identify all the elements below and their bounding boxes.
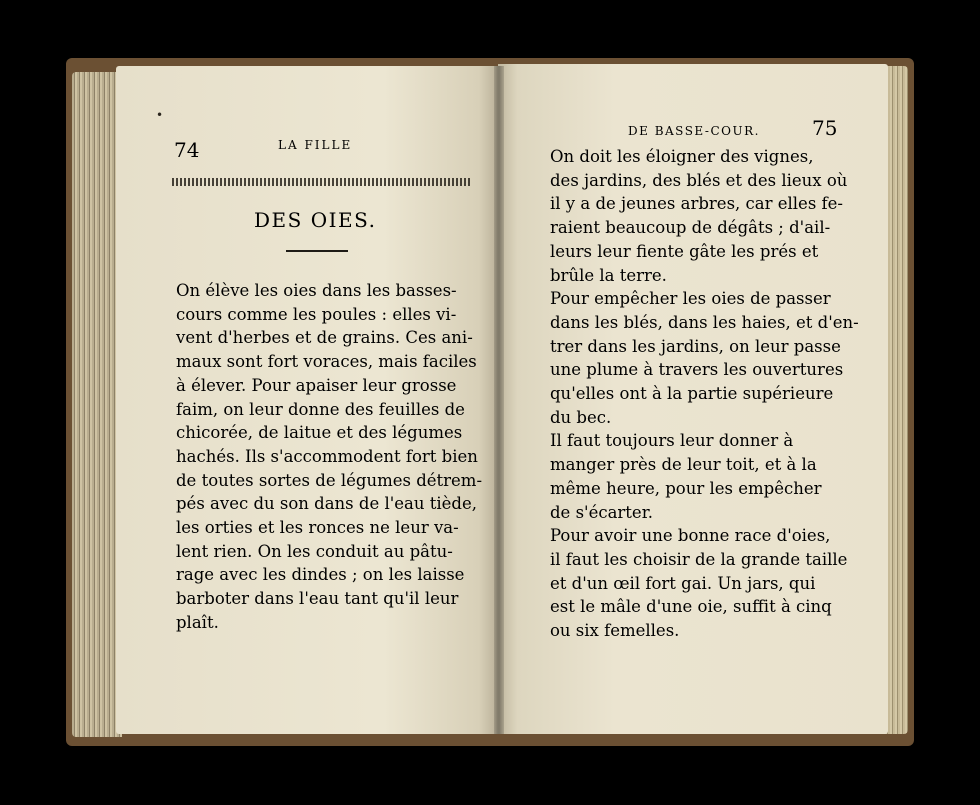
- text-line: et d'un œil fort gai. Un jars, qui: [550, 573, 816, 593]
- text-line: des jardins, des blés et des lieux où: [550, 170, 848, 190]
- text-line: vent d'herbes et de grains. Ces ani-: [176, 328, 473, 348]
- text-line: Pour empêcher les oies de passer: [550, 289, 831, 309]
- text-line: raient beaucoup de dégâts ; d'ail-: [550, 218, 831, 238]
- text-line: hachés. Ils s'accommodent fort bien: [176, 446, 478, 466]
- right-running-head: DE BASSE-COUR.: [628, 124, 760, 138]
- ink-speck: •: [156, 108, 164, 122]
- text-line: brûle la terre.: [550, 265, 667, 285]
- text-line: On doit les éloigner des vignes,: [550, 147, 814, 166]
- text-line: plaît.: [176, 612, 219, 632]
- ornamental-rule: [172, 178, 472, 186]
- text-line: à élever. Pour apaiser leur grosse: [176, 375, 457, 395]
- section-title: DES OIES.: [254, 208, 377, 232]
- left-page-text: [176, 279, 482, 635]
- text-line: qu'elles ont à la partie supérieure: [550, 384, 834, 404]
- left-running-head: LA FILLE: [278, 138, 353, 152]
- page-edges-left: [72, 72, 122, 737]
- text-line: Pour avoir une bonne race d'oies,: [550, 526, 831, 546]
- text-line: il y a de jeunes arbres, car elles fe-: [550, 194, 843, 214]
- text-line: ou six femelles.: [550, 621, 680, 641]
- text-line: faim, on leur donne des feuilles de: [176, 399, 465, 419]
- text-line: est le mâle d'une oie, suffit à cinq: [550, 597, 832, 617]
- text-line: les orties et les ronces ne leur va-: [176, 518, 459, 538]
- text-line: lent rien. On les conduit au pâtu-: [176, 541, 453, 561]
- right-page-text: [550, 145, 859, 643]
- text-line: du bec.: [550, 407, 612, 427]
- text-line: On élève les oies dans les basses-: [176, 281, 457, 300]
- text-line: leurs leur fiente gâte les prés et: [550, 241, 819, 261]
- text-line: dans les blés, dans les haies, et d'en-: [550, 312, 859, 332]
- right-page-number: 75: [812, 116, 838, 140]
- text-line: manger près de leur toit, et à la: [550, 455, 817, 475]
- text-line: trer dans les jardins, on leur passe: [550, 336, 841, 356]
- text-line: de toutes sortes de légumes détrem-: [176, 470, 483, 490]
- title-rule: [286, 250, 348, 252]
- text-line: pés avec du son dans de l'eau tiède,: [176, 494, 477, 514]
- text-line: de s'écarter.: [550, 502, 654, 522]
- text-line: même heure, pour les empêcher: [550, 478, 822, 498]
- book-gutter: [494, 66, 504, 734]
- text-line: une plume à travers les ouvertures: [550, 360, 844, 380]
- text-line: maux sont fort voraces, mais faciles: [176, 352, 477, 372]
- text-line: barboter dans l'eau tant qu'il leur: [176, 589, 459, 609]
- text-line: il faut les choisir de la grande taille: [550, 549, 848, 569]
- text-line: chicorée, de laitue et des légumes: [176, 423, 463, 443]
- text-line: rage avec les dindes ; on les laisse: [176, 565, 465, 585]
- left-page-number: 74: [174, 138, 200, 162]
- text-line: Il faut toujours leur donner à: [550, 431, 794, 451]
- text-line: cours comme les poules : elles vi-: [176, 304, 457, 324]
